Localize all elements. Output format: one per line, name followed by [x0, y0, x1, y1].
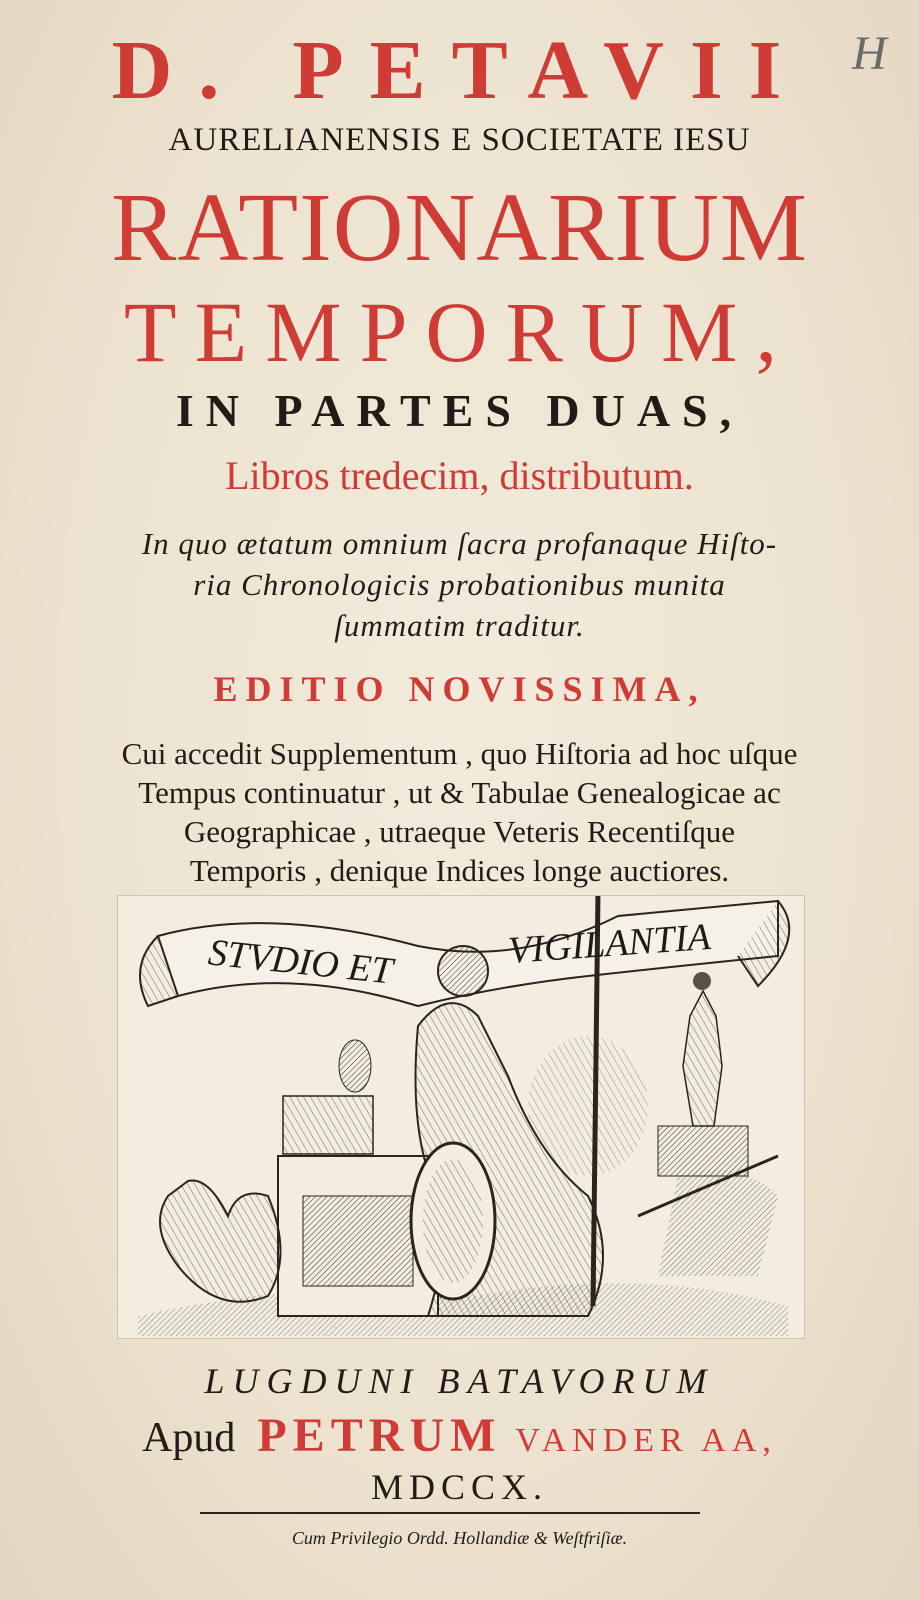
description-line-2: ria Chronologicis probationibus munita: [193, 567, 726, 602]
supplement-line-3: Geographicae , utraeque Veteris Recentiſque: [183, 814, 736, 849]
motto-right: VIGILANTIA: [506, 915, 712, 973]
books-line: Libros tredecim, distributum.: [225, 453, 694, 498]
printers-device-engraving: [117, 895, 805, 1339]
author-description: AURELIANENSIS E SOCIETATE IESU: [168, 122, 751, 158]
supplement-line-1: Cui accedit Supplementum , quo Hiſtoria ad hoc uſque: [121, 736, 798, 771]
description-line-1: In quo ætatum omnium ſacra profanaque Hiſto-: [141, 526, 778, 561]
place-of-publication: LUGDUNI BATAVORUM: [204, 1361, 715, 1401]
year-of-publication: MDCCX.: [370, 1467, 549, 1507]
supplement-line-2: Tempus continuatur , ut & Tabulae Genealogicae ac: [138, 775, 781, 810]
title-line-1: RATIONARIUM: [111, 174, 808, 282]
printer-last-name: VANDER AA,: [515, 1422, 777, 1459]
title-line-2: TEMPORUM,: [124, 284, 795, 380]
apud-word: Apud: [142, 1415, 236, 1461]
motto-left: STVDIO ET: [206, 931, 395, 993]
author-name: D. PETAVII: [111, 24, 808, 117]
edition-line: EDITIO NOVISSIMA,: [213, 669, 706, 709]
shelfmark: H: [852, 27, 887, 80]
privilege-line: Cum Privilegio Ordd. Hollandiæ & Weſtfriſiæ.: [291, 1528, 628, 1548]
divider-rule: [200, 1512, 700, 1514]
parts-line: IN PARTES DUAS,: [175, 385, 744, 436]
description-line-3: ſummatim traditur.: [334, 608, 585, 643]
printer-first-name: PETRUM: [257, 1409, 502, 1462]
motto-banner: [208, 914, 748, 1024]
supplement-line-4: Temporis , denique Indices longe auctiores.: [189, 853, 730, 888]
printer-line: [0, 1408, 919, 1463]
